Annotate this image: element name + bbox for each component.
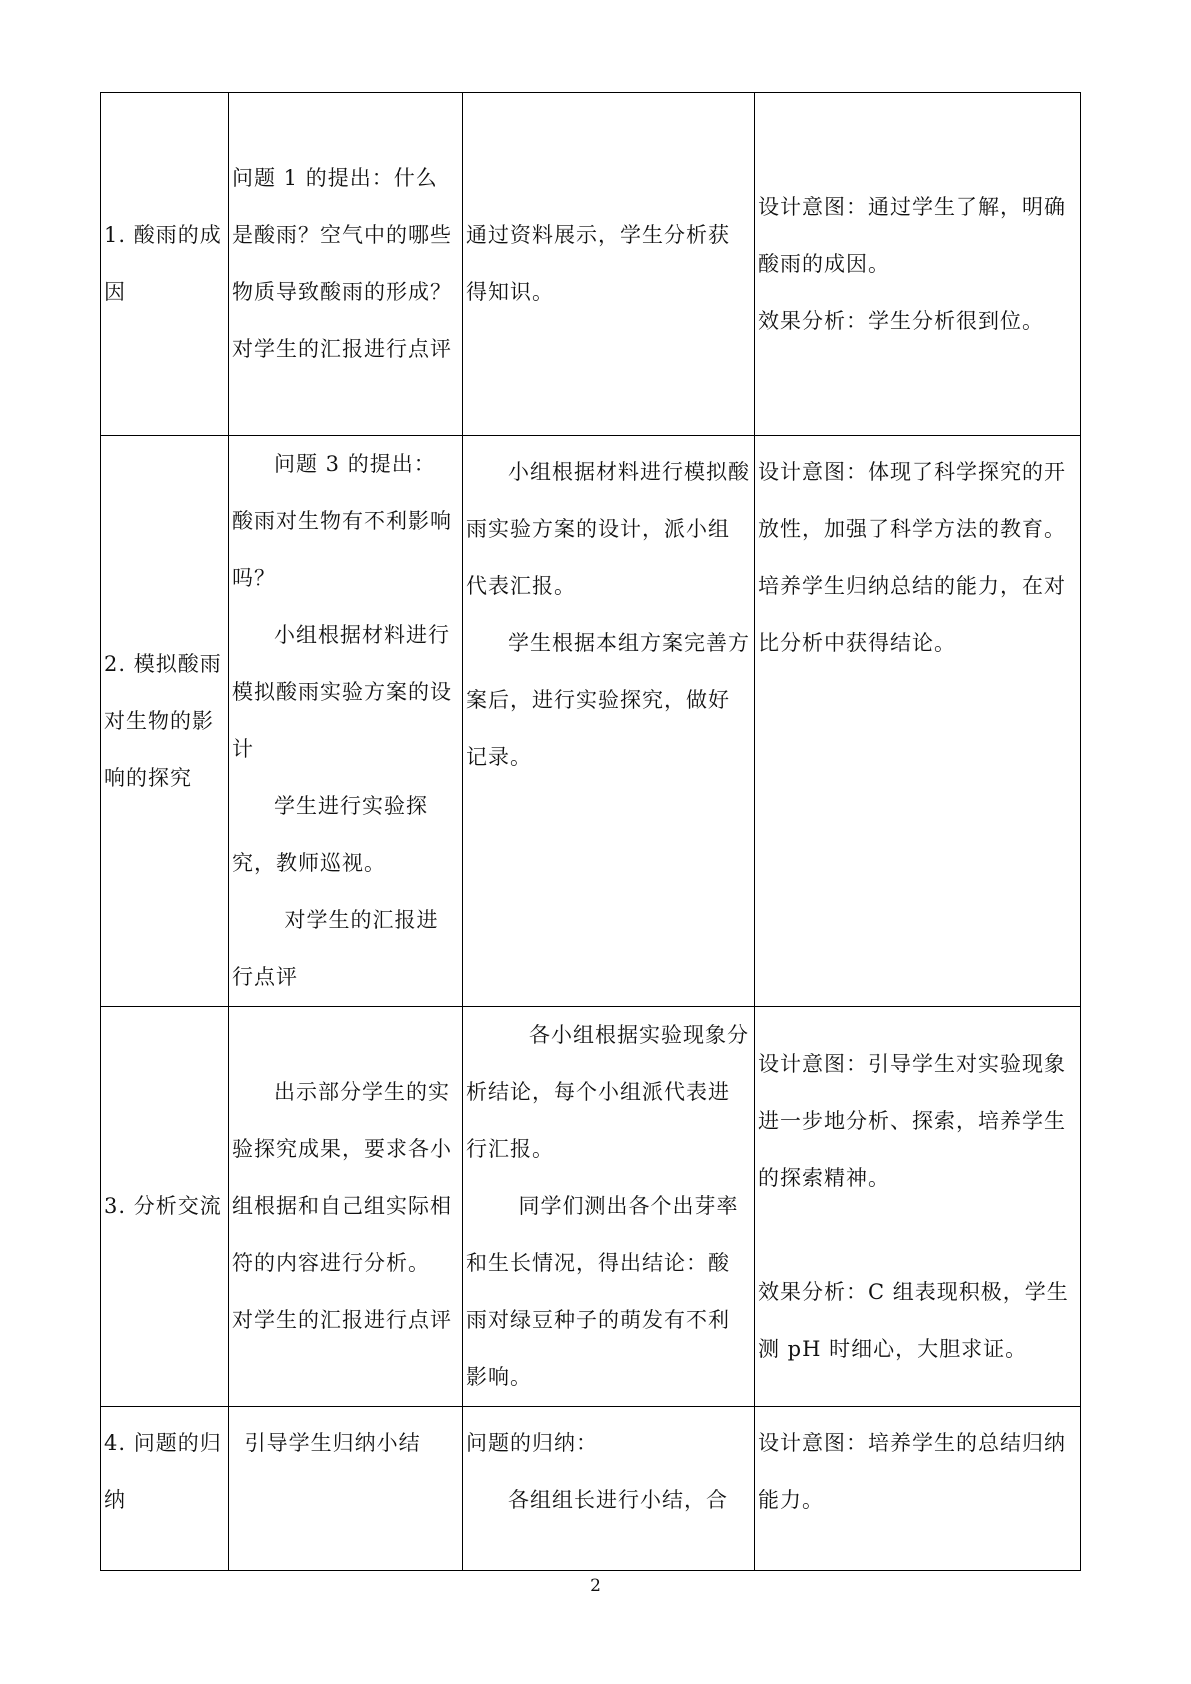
teacher-text: 酸雨对生物有不利影响吗？ (232, 509, 452, 590)
design-text: 设计意图：培养学生的总结归纳能力。 (758, 1431, 1066, 1512)
teacher-text: 小组根据材料进行模拟酸雨实验方案的设计 (232, 623, 452, 761)
student-text: 通过资料展示，学生分析获得知识。 (466, 223, 730, 304)
design-intent-cell (755, 436, 1081, 1007)
stage-label: 2. 模拟酸雨对生物的影响的探究 (104, 651, 222, 790)
teacher-activity-cell (229, 93, 463, 436)
teacher-activity-cell (229, 436, 463, 1007)
lesson-plan-table (100, 92, 1081, 1571)
teacher-text: 对学生的汇报进行点评 (232, 337, 452, 361)
stage-label: 3. 分析交流 (104, 1194, 222, 1218)
design-text: 效果分析：学生分析很到位。 (758, 308, 1044, 333)
student-activity-cell (463, 93, 755, 436)
design-text: 设计意图：体现了科学探究的开放性，加强了科学方法的教育。培养学生归纳总结的能力，在对比分析中获得结论。 (758, 460, 1066, 655)
teacher-text: 出示部分学生的实验探究成果，要求各小组根据和自己组实际相符的内容进行分析。 (232, 1080, 452, 1275)
teacher-text: 问题 3 的提出： (274, 452, 436, 476)
design-text: 效果分析：C 组表现积极，学生测 pH 时细心，大胆求证。 (758, 1279, 1069, 1361)
design-text: 设计意图：通过学生了解，明确酸雨的成因。 (758, 194, 1066, 276)
teacher-text: 学生进行实验探究，教师巡视。 (232, 794, 428, 875)
student-activity-cell (463, 436, 755, 1007)
stage-cell (101, 93, 229, 436)
design-intent-cell (755, 1007, 1081, 1407)
student-text: 各组组长进行小结，合 (508, 1488, 728, 1512)
student-activity-cell (463, 1407, 755, 1571)
table-row (101, 1007, 1081, 1407)
student-text: 问题的归纳： (466, 1431, 598, 1455)
teacher-activity-cell (229, 1007, 463, 1407)
design-intent-cell (755, 93, 1081, 436)
stage-label: 4. 问题的归纳 (104, 1431, 222, 1512)
page-number: 2 (590, 1576, 601, 1596)
student-text: 各小组根据实验现象分析结论，每个小组派代表进行汇报。 (466, 1023, 749, 1161)
teacher-text: 问题 1 的提出：什么是酸雨？空气中的哪些物质导致酸雨的形成？ (232, 166, 452, 304)
student-text: 小组根据材料进行模拟酸雨实验方案的设计，派小组代表汇报。 (466, 460, 750, 598)
teacher-text: 对学生的汇报进行点评 (232, 1308, 452, 1332)
teacher-activity-cell (229, 1407, 463, 1571)
student-text: 学生根据本组方案完善方案后，进行实验探究，做好记录。 (466, 631, 750, 769)
table-row (101, 436, 1081, 1007)
student-text: 同学们测出各个出芽率和生长情况，得出结论：酸雨对绿豆种子的萌发有不利影响。 (466, 1194, 739, 1389)
design-text: 设计意图：引导学生对实验现象进一步地分析、探索，培养学生的探索精神。 (758, 1051, 1066, 1190)
spacer (758, 1207, 1077, 1264)
stage-cell (101, 1007, 229, 1407)
design-intent-cell (755, 1407, 1081, 1571)
table-row (101, 1407, 1081, 1571)
student-activity-cell (463, 1007, 755, 1407)
stage-label: 1. 酸雨的成因 (104, 223, 222, 304)
table-row (101, 93, 1081, 436)
stage-cell (101, 436, 229, 1007)
teacher-text: 引导学生归纳小结 (244, 1431, 421, 1455)
teacher-text: 对学生的汇报进行点评 (232, 908, 439, 989)
stage-cell (101, 1407, 229, 1571)
